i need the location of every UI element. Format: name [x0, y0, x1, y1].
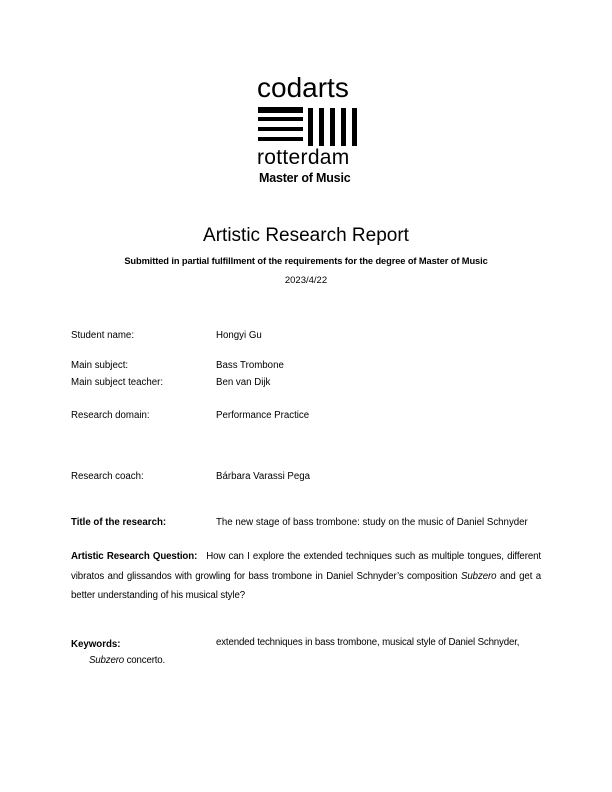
info-row-label: Research domain: [71, 410, 150, 421]
keywords-italic-term: Subzero [89, 654, 125, 666]
info-row-label: Student name: [71, 330, 135, 341]
info-row-label: Title of the research: [71, 517, 167, 528]
info-row-value: Bárbara Varassi Pega [216, 471, 311, 482]
info-row-value: Performance Practice [216, 410, 310, 421]
info-row-value: Ben van Dijk [216, 377, 271, 388]
submission-subtitle: Submitted in partial fulfillment of the requirements for the degree of Master of Music [124, 256, 488, 266]
bar-lines-icon [308, 108, 358, 146]
keywords-line1: extended techniques in bass trombone, musical style of Daniel Schnyder, [216, 637, 520, 648]
info-row-value: The new stage of bass trombone: study on the music of Daniel Schnyder [216, 517, 528, 528]
report-date: 2023/4/22 [284, 275, 328, 286]
info-row-label: Main subject teacher: [71, 377, 164, 388]
program-label: Master of Music [259, 171, 351, 185]
info-row-label: Main subject: [71, 360, 129, 371]
keywords-label: Keywords: [71, 639, 121, 650]
keywords-line2-rest: concerto. [124, 654, 166, 666]
info-row-value: Hongyi Gu [216, 330, 262, 341]
report-title: Artistic Research Report [203, 225, 409, 246]
staff-lines-icon [258, 107, 303, 142]
info-row-label: Research coach: [71, 471, 144, 482]
research-question-label: Artistic Research Question: [71, 551, 198, 562]
codarts-wordmark: codarts [257, 72, 349, 103]
codarts-logo-icon [258, 107, 358, 147]
research-question-italic-term: Subzero [461, 570, 497, 582]
keywords-paragraph [71, 634, 541, 669]
research-question-paragraph [71, 547, 541, 606]
rotterdam-wordmark: rotterdam [257, 146, 350, 169]
info-row-value: Bass Trombone [216, 360, 284, 371]
research-question-text-end: and get a better understanding of his musical style? [71, 570, 542, 601]
research-question-text: How can I explore the extended techniques such as multiple tongues, different vibratos and glissandos with growling for bass trombone in Daniel Schnyder’s composition [71, 551, 541, 582]
